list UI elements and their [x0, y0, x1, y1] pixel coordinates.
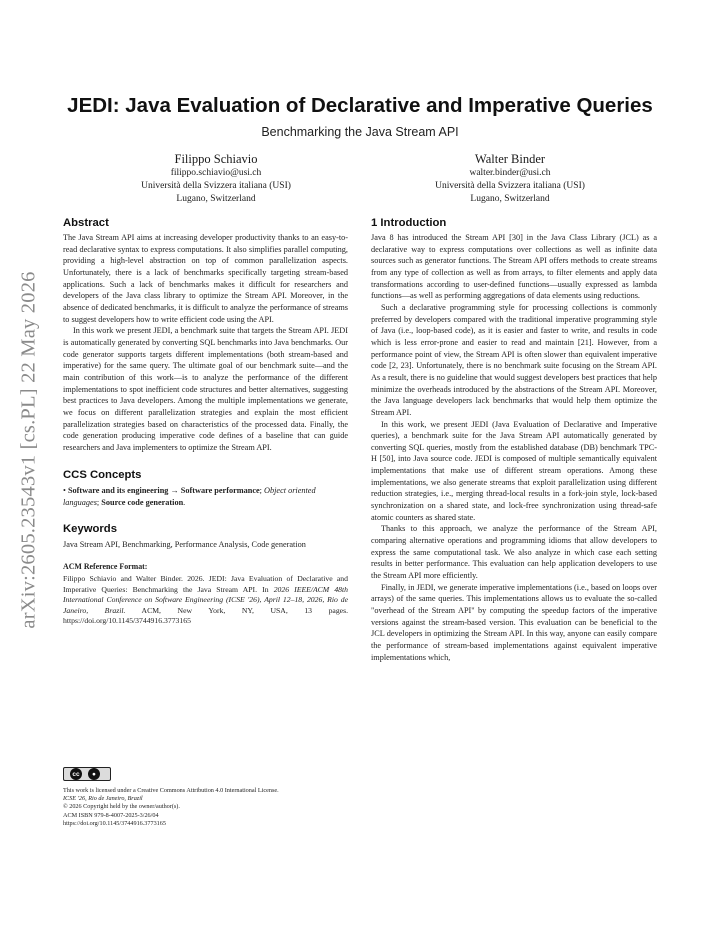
arxiv-identifier-text: arXiv:2605.23543v1 [cs.PL] 22 May 2026 — [17, 271, 40, 629]
arxiv-identifier-sidebar — [4, 250, 54, 650]
ccs-heading: CCS Concepts — [63, 469, 142, 482]
intro-paragraph: Thanks to this approach, we analyze the performance of the Stream API, comparing alternative operations and programming idioms that allow developers to express the same computational task. We also analyze in which case each setting results in better performance. This evaluation can help application developers to use the Stream API more efficiently. — [371, 524, 657, 581]
author-affiliation: Università della Svizzera italiana (USI) — [435, 181, 585, 191]
license-isbn: ACM ISBN 979-8-4007-2025-3/26/04 — [63, 811, 159, 819]
author-email[interactable]: filippo.schiavio@usi.ch — [170, 168, 262, 178]
license-copyright: © 2026 Copyright held by the owner/author(s). — [63, 803, 180, 811]
intro-paragraph: Java 8 has introduced the Stream API [30] in the Java Class Library (JCL) as a declarative way to express computations over collections as well as infinite data sources such as generator functions. The Stream API offers methods to create streams from any type of collection as well as from arrays, to filter elements and apply data transformations according to user-defined functions—usually expressed as lambda functions—as well as performing aggregations of data elements using reductions. — [371, 233, 657, 301]
keywords-heading: Keywords — [63, 522, 117, 535]
abstract-heading: Abstract — [63, 217, 109, 229]
author-location: Lugano, Switzerland — [176, 194, 256, 204]
creative-commons-icon: cc — [70, 768, 82, 780]
intro-paragraph: Finally, in JEDI, we generate imperative implementations (i.e., based on loops over arrays) of the same queries. This implementations allows us to evaluate the so-called "overhead of the Stream API" by computing the speedup factors of the imperative versions against the stream-based version. This evaluation can be beneficial to the JCL developers in optimizing the Stream API. In this way, anyone can easily compare the performance of stream-based implementations against equivalent imperative implementations which, — [371, 582, 657, 662]
author-name: Walter Binder — [474, 152, 546, 166]
ccs-concepts: • Software and its engineering → Software performance; Object oriented languages; Source code generation. — [63, 486, 316, 508]
ccs-concept: Software performance — [180, 486, 260, 496]
ccs-concept: Source code generation — [101, 498, 184, 508]
ccs-bullet: • — [63, 486, 66, 496]
author-location: Lugano, Switzerland — [470, 194, 550, 204]
intro-paragraph: In this work, we present JEDI (Java Evaluation of Declarative and Imperative queries), a benchmark suite for the Java Stream API automatically generated by converting SQL queries, mostly from the established database (DB) benchmark TPC-H [50], into Java source code. JEDI is composed of multiple semantically equivalent implementations that make use of different stream operations. Among these implementations, we also generate streams that exploit parallelization using different reduction strategies, i.e., merging thread-local results in a fork-join style, lock-based synchronization on a shared state, and lock-free synchronization using thread-safe atomic counters as shared state. — [371, 419, 657, 522]
author-block-2 — [385, 152, 635, 206]
ccs-concept: Software and its engineering — [67, 486, 169, 496]
right-column — [371, 217, 657, 663]
abstract-paragraph: In this work we present JEDI, a benchmark suite that targets the Stream API. JEDI is automatically generated by converting SQL benchmarks into Java benchmarks. Our code generator supports targets different implementations (both stream-based and imperative) for the same query. The ultimate goal of our benchmark suite—and the main contribution of this work—is to analyze the performance of the different implementations to spot inefficient code structures and better alternatives, suggesting best practices to Java developers. Among the multiple implementations we generate, we focus on different parallelization strategies and explain the most efficient parallelization strategies based on characteristics of the processed data. Finally, the code generation producing imperative code defines of a baseline that can guide researchers and Java implementers to optimize the Stream API. — [63, 326, 348, 452]
intro-paragraph: Such a declarative programming style for processing collections is commonly preferred by developers compared with the traditional imperative programming style of Java (i.e., loop-based code), as it is easier and faster to write, and results in code which is less error-prone and easier to read and maintain [21]. However, from a performance point of view, the Stream API is often slower than equivalent imperative code [2, 23]. Unfortunately, there is no benchmark suite focusing on the Stream API. As a result, there is no guideline that would suggest developers best practices that help minimize the overheads introduced by the abstractions of the Stream API. Moreover, the Java language developers lack benchmarks that would help them optimize the Stream API. — [371, 302, 657, 417]
left-column — [63, 217, 348, 627]
license-venue: ICSE '26, Rio de Janeiro, Brazil — [63, 795, 143, 803]
license-block — [63, 787, 348, 828]
abstract-body — [63, 232, 348, 453]
ccs-concept: Object oriented languages — [63, 486, 316, 508]
abstract-paragraph: The Java Stream API aims at increasing developer productivity thanks to an easy-to-read declarative syntax to express computations. It also simplifies parallel computing, providing a high-level abstraction on top of common parallelization aspects. Unfortunately, there is a lack of benchmarks specifically targeting stream-based applications. Such a lack of benchmarks makes it difficult for researchers and developers of the Java class library to optimize the Stream API. Moreover, in the absence of dedicated benchmarks, it is difficult to analyze the performance of streams to suggest developers how to write efficient code using the API. — [63, 233, 348, 324]
keywords-text: Java Stream API, Benchmarking, Performance Analysis, Code generation — [63, 539, 306, 549]
acm-reference-text: Filippo Schiavio and Walter Binder. 2026. JEDI: Java Evaluation of Declarative and Imperative Queries: Benchmarking the Java Stream API. In 2026 IEEE/ACM 48th International Conference on Software Engineering (ICSE '26), April 12–18, 2026, Rio de Janeiro, Brazil. ACM, New York, NY, USA, 13 pages. https://doi.org/10.1145/3744916.3773165 — [63, 574, 348, 626]
attribution-icon: ● — [88, 768, 100, 780]
author-email[interactable]: walter.binder@usi.ch — [469, 168, 551, 178]
author-block-1 — [91, 152, 341, 206]
cc-license-badge[interactable] — [63, 767, 111, 781]
author-affiliation: Università della Svizzera italiana (USI) — [141, 181, 291, 191]
introduction-body — [371, 232, 657, 663]
paper-title: JEDI: Java Evaluation of Declarative and Imperative Queries — [67, 94, 653, 117]
acm-reference-heading: ACM Reference Format: — [63, 562, 148, 572]
license-doi[interactable]: https://doi.org/10.1145/3744916.3773165 — [63, 819, 166, 827]
paper-subtitle: Benchmarking the Java Stream API — [261, 125, 459, 139]
introduction-heading: 1 Introduction — [371, 217, 447, 229]
author-name: Filippo Schiavio — [174, 152, 258, 166]
license-text: This work is licensed under a Creative Commons Attribution 4.0 International License. — [63, 787, 279, 794]
